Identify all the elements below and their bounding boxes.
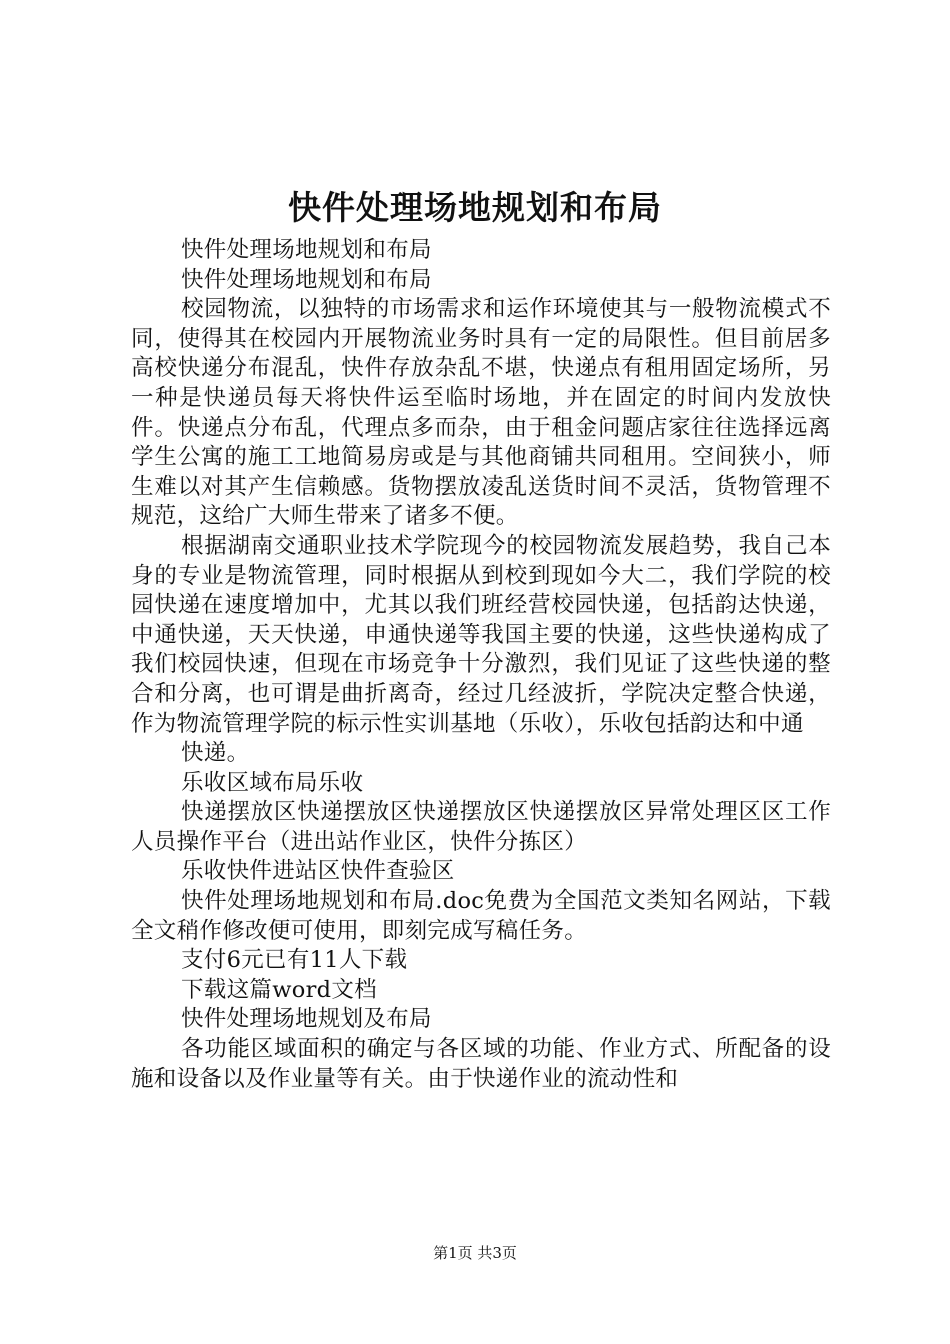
- paragraph-12: 快件处理场地规划及布局: [181, 1006, 432, 1033]
- paragraph-7: 快递摆放区快递摆放区快递摆放区快递摆放区异常处理区区工作人员操作平台（进出站作业区，快件分拣区）: [131, 799, 831, 855]
- paragraph-6: 乐收区域布局乐收: [181, 769, 364, 796]
- document-body: [131, 236, 831, 1094]
- page-footer: 第1页 共3页: [433, 1244, 517, 1262]
- paragraph-11: 下载这篇word文档: [181, 976, 377, 1003]
- paragraph-2: 快件处理场地规划和布局: [181, 266, 432, 293]
- paragraph-9: 快件处理场地规划和布局.doc免费为全国范文类知名网站，下载全文稍作修改便可使用，即刻完成写稿任务。: [131, 888, 831, 944]
- paragraph-5: 快递。: [181, 740, 250, 767]
- document-title: 快件处理场地规划和布局: [288, 188, 662, 227]
- paragraph-4: 根据湖南交通职业技术学院现今的校园物流发展趋势，我自己本身的专业是物流管理，同时根据从到校到现如今大二，我们学院的校园快递在速度增加中，尤其以我们班经营校园快递，包括韵达快递，中通快递，天天快递，申通快递等我国主要的快递，这些快递构成了我们校园快速，但现在市场竞争十分激烈，我们见证了这些快递的整合和分离，也可谓是曲折离奇，经过几经波折，学院决定整合快递，作为物流管理学院的标示性实训基地（乐收），乐收包括韵达和中通: [131, 532, 831, 737]
- paragraph-13: 各功能区域面积的确定与各区域的功能、作业方式、所配备的设施和设备以及作业量等有关。由于快递作业的流动性和: [131, 1036, 831, 1092]
- paragraph-8: 乐收快件进站区快件查验区: [181, 858, 455, 885]
- paragraph-1: 快件处理场地规划和布局: [181, 237, 432, 263]
- paragraph-10: 支付6元已有11人下载: [181, 947, 408, 974]
- paragraph-3: 校园物流，以独特的市场需求和运作环境使其与一般物流模式不同，使得其在校园内开展物流业务时具有一定的局限性。但目前居多高校快递分布混乱，快件存放杂乱不堪，快递点有租用固定场所，另一种是快递员每天将快件运至临时场地，并在固定的时间内发放快件。快递点分布乱，代理点多而杂，由于租金问题店家往往选择远离学生公寓的施工工地简易房或是与其他商铺共同租用。空间狭小，师生难以对其产生信赖感。货物摆放凌乱送货时间不灵活，货物管理不规范，这给广大师生带来了诸多不便。: [131, 296, 831, 530]
